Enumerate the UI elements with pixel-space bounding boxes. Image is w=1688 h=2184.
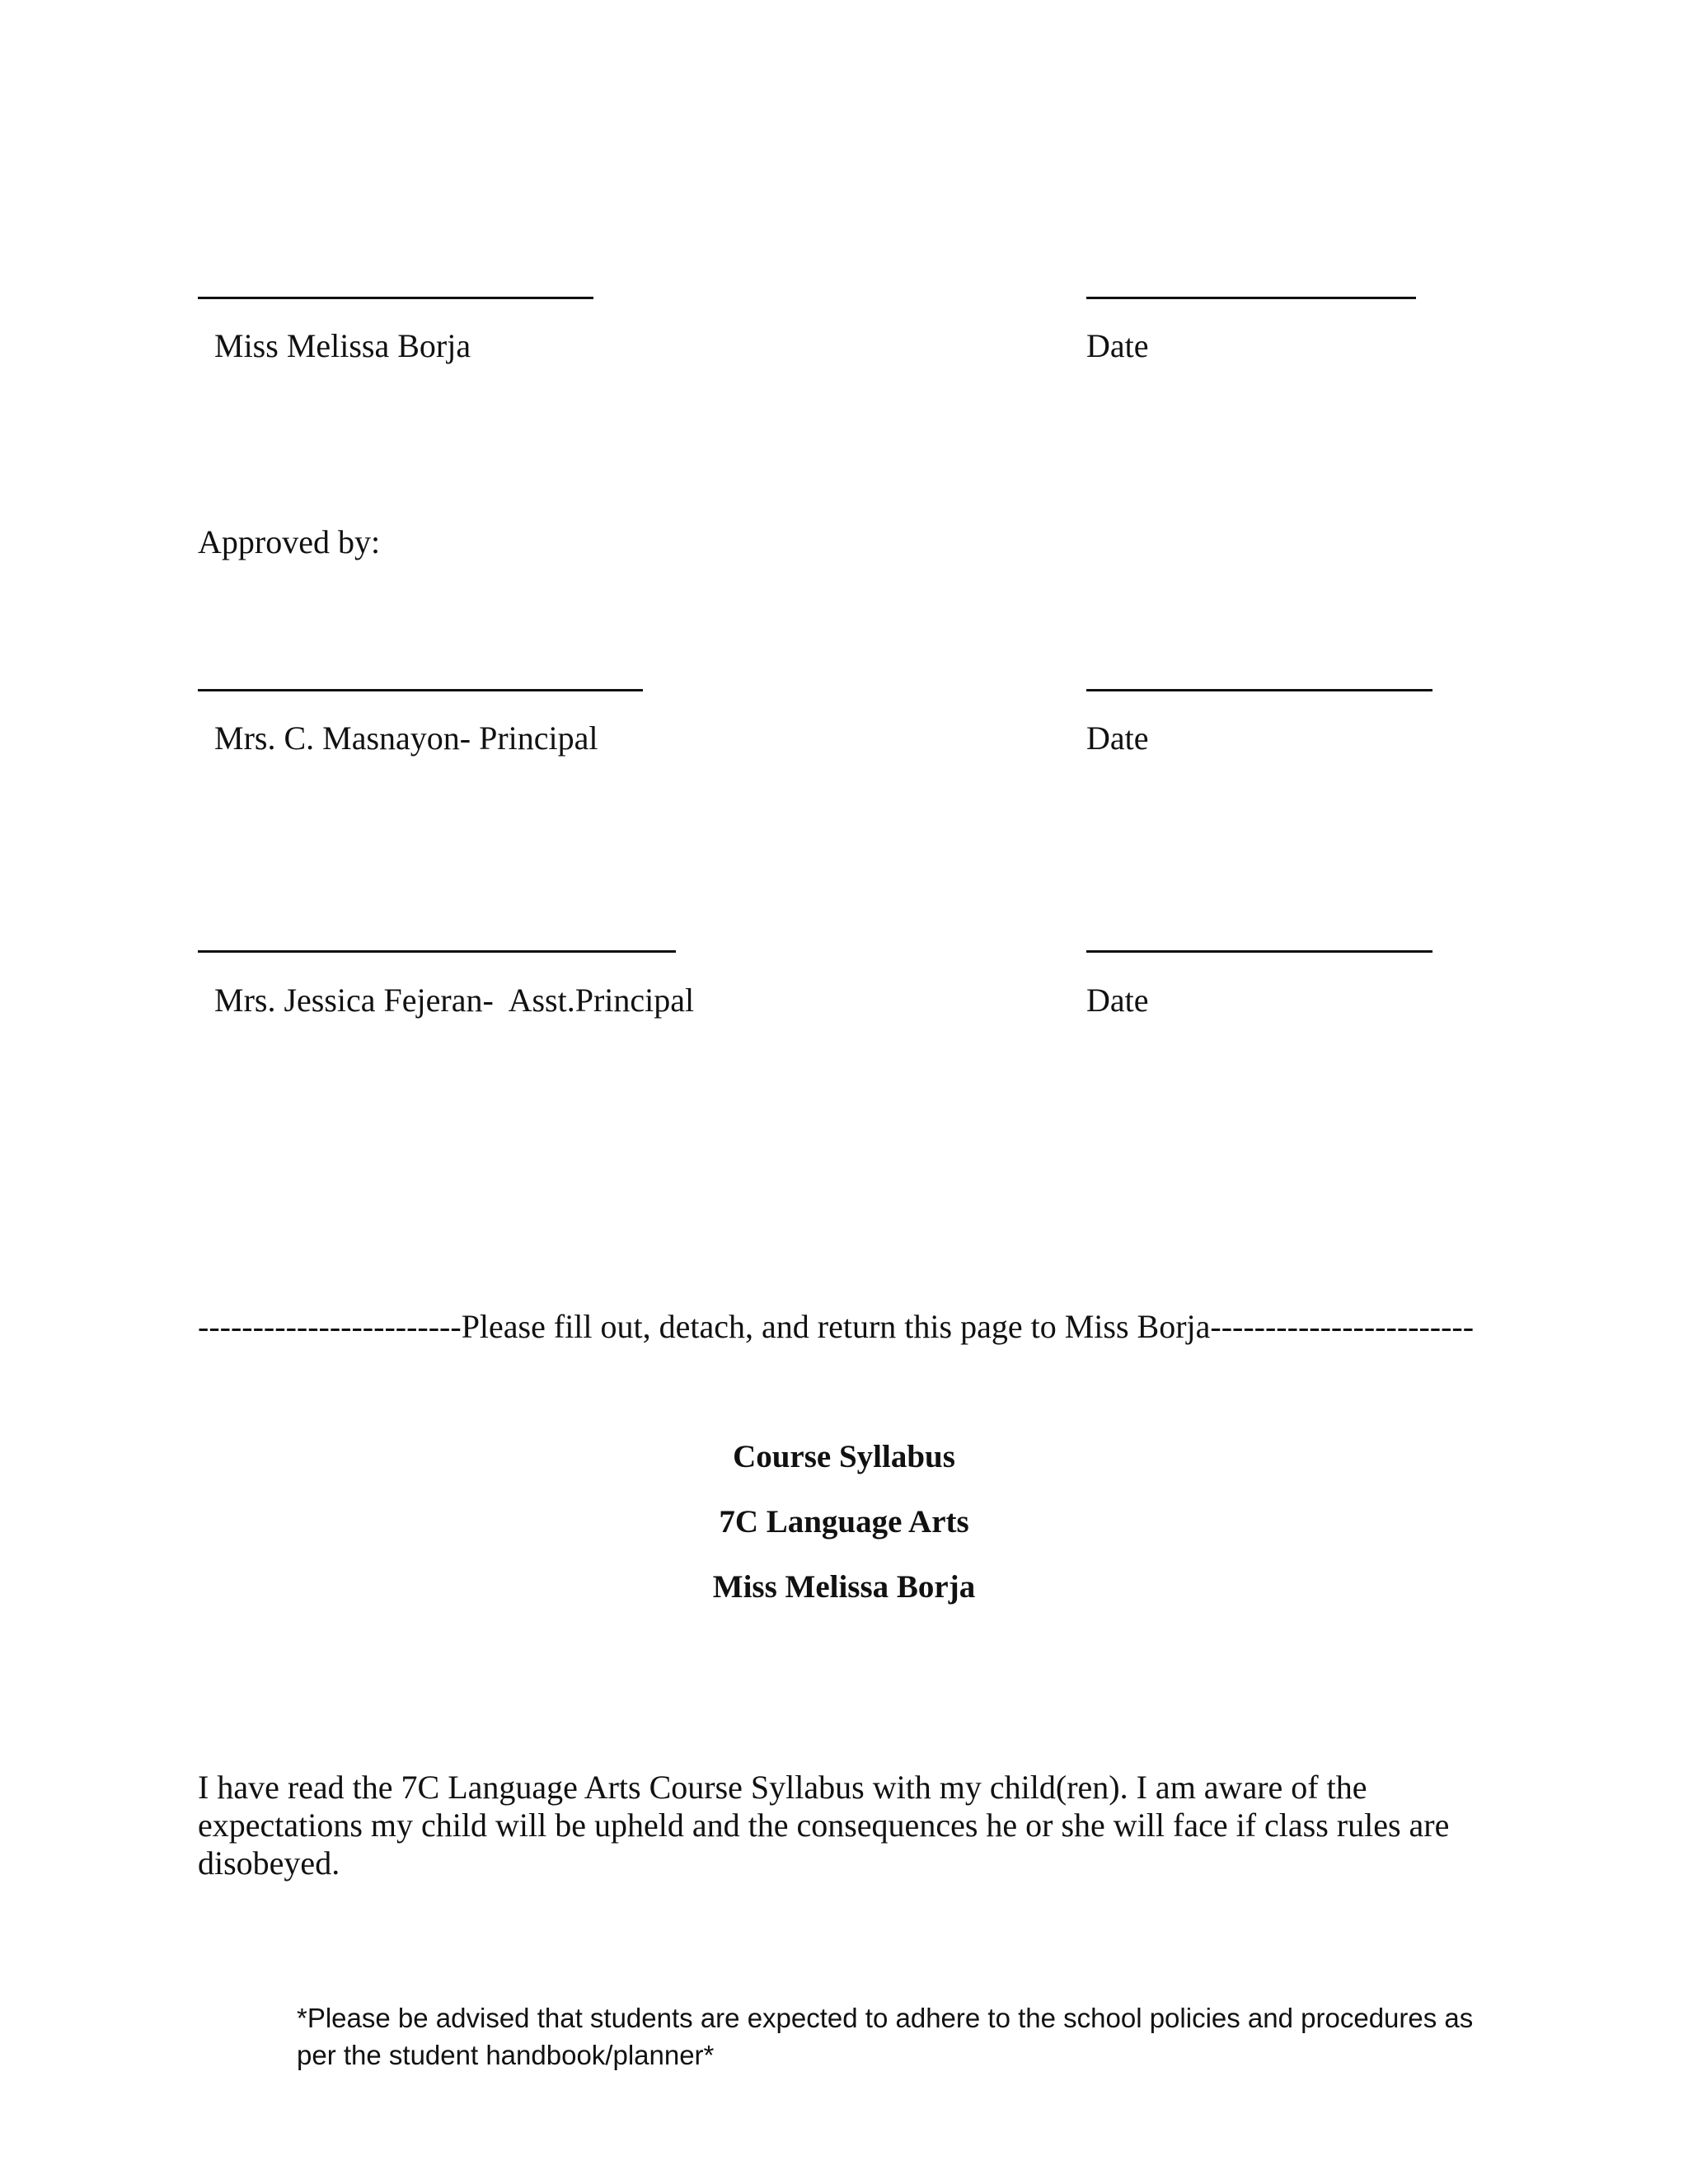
detach-instruction: ------------------------Please fill out, detach, and return this page to Miss Borja------------------------ xyxy=(198,1308,1475,1345)
teacher-name: Miss Melissa Borja xyxy=(214,327,471,364)
asst-principal-date-line xyxy=(1086,950,1432,953)
principal-signature-line xyxy=(198,689,643,691)
principal-date-label: Date xyxy=(1086,719,1149,757)
asst-principal-date-label: Date xyxy=(1086,982,1149,1019)
teacher-date-line xyxy=(1086,297,1416,299)
teacher-signature-line xyxy=(198,297,593,299)
teacher-date-label: Date xyxy=(1086,327,1149,364)
asst-principal-signature-line xyxy=(198,950,676,953)
principal-date-line xyxy=(1086,689,1432,691)
syllabus-title: Course Syllabus xyxy=(733,1439,955,1474)
asst-principal-name: Mrs. Jessica Fejeran- Asst.Principal xyxy=(214,982,695,1019)
principal-name: Mrs. C. Masnayon- Principal xyxy=(214,719,598,757)
course-name: 7C Language Arts xyxy=(719,1504,969,1540)
policy-notice: *Please be advised that students are expected to adhere to the school policies and procedures as per the student handbook/planner* xyxy=(297,2003,1474,2070)
teacher-heading: Miss Melissa Borja xyxy=(712,1569,976,1605)
parent-acknowledgement: I have read the 7C Language Arts Course Syllabus with my child(ren). I am aware of the expectations my child will be upheld and the consequences he or she will face if class rules are disobeyed. xyxy=(198,1769,1450,1882)
approved-by-label: Approved by: xyxy=(198,523,381,560)
